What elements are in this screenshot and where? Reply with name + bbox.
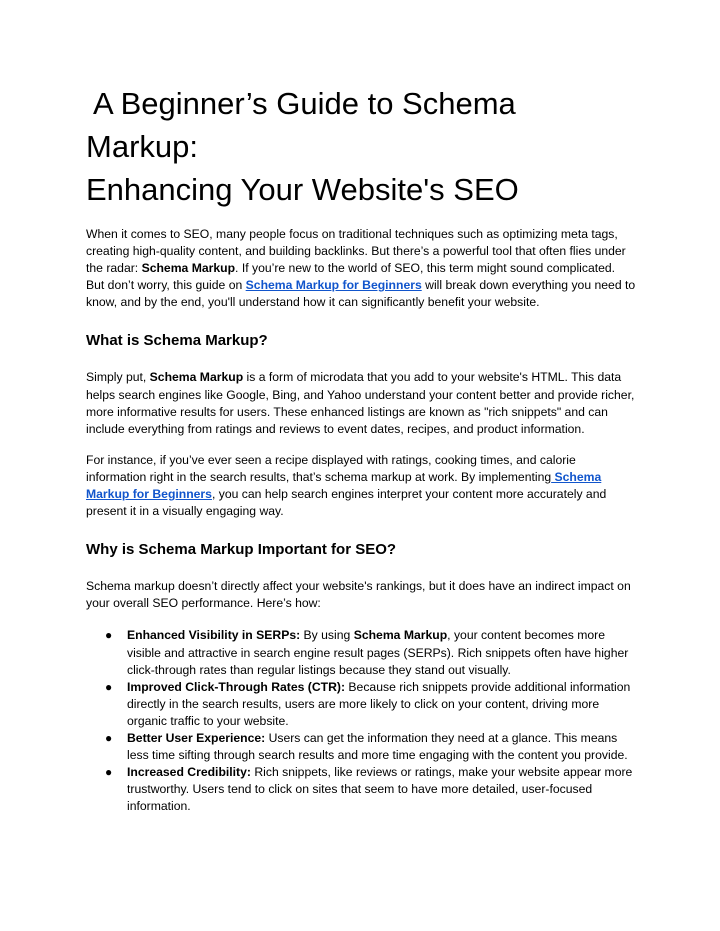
page-title-line1: A Beginner’s Guide to Schema Markup: [86,86,516,164]
what-p2-text-2: , you can help search engines interpret your content more accurately and present it in a visually engaging way. [86,487,607,519]
intro-text-1: When it comes to SEO, many people focus on traditional techniques such as optimizing meta tags, creating high-quality content, and building backlinks. But there’s a powerful tool that often flies under the radar: [86,227,626,276]
section-heading-why: Why is Schema Markup Important for SEO? [86,541,397,559]
schema-markup-beginners-link-2[interactable]: Schema Markup for Beginners [86,469,602,502]
intro-paragraph [86,226,636,311]
page-title-line2: Enhancing Your Website's SEO [86,172,519,207]
bullet-icon: ● [105,765,113,780]
why-paragraph: Schema markup doesn’t directly affect your website's rankings, but it does have an indirect impact on your overall SEO performance. Here’s how: [86,579,631,611]
list-item-text: Because rich snippets provide additional information directly in the search results, users are more likely to click on your content, driving more organic traffic to your website. [127,679,631,728]
list-item-label: Improved Click-Through Rates (CTR): [127,679,346,694]
document-page [86,82,636,815]
list-item-text: By using [300,628,354,643]
bullet-icon: ● [105,679,113,694]
list-item-text: Users can get the information they need at a glance. This means less time sifting through search results and more time engaging with the content you provide. [127,730,628,763]
bullet-icon: ● [105,628,113,643]
what-p1-text-1: Simply put, [86,370,150,385]
section-heading-what: What is Schema Markup? [86,332,268,350]
what-p1-text-2: is a form of microdata that you add to your website's HTML. This data helps search engines like Google, Bing, and Yahoo understand your content better and provide richer, more informative results for users. These enhanced listings are known as "rich snippets" and can include everything from ratings and reviews to event dates, recipes, and product information. [86,370,635,436]
intro-text-3: will break down everything you need to know, and by the end, you'll understand how it can significantly benefit your website. [86,278,636,310]
list-item [105,679,636,730]
list-item-text: Rich snippets, like reviews or ratings, make your website appear more trustworthy. Users tend to click on sites that seem to have more detailed, user-focused information. [127,765,633,814]
what-paragraph-2 [86,452,636,520]
schema-markup-beginners-link[interactable]: Schema Markup for Beginners [245,278,422,293]
list-item [105,764,636,815]
list-item-label: Enhanced Visibility in SERPs: [127,628,301,643]
list-item [105,730,636,764]
what-p1-bold-term: Schema Markup [149,370,244,385]
list-item-label: Better User Experience: [127,730,266,745]
intro-bold-term: Schema Markup [141,261,236,276]
benefits-list [86,627,636,815]
intro-text-2: . If you’re new to the world of SEO, this term might sound complicated. But don’t worry, this guide on [86,261,616,293]
what-p2-text-1: For instance, if you’ve ever seen a recipe displayed with ratings, cooking times, and calorie information right in the search results, that’s schema markup at work. By implementing [86,452,576,484]
list-item-bold-term: Schema Markup [353,628,448,643]
bullet-icon: ● [105,730,113,745]
list-item-text: , your content becomes more visible and attractive in search engine result pages (SERPs). Rich snippets often have higher click-through rates than regular listings because they stand out visually. [127,628,629,677]
what-paragraph-1 [86,369,636,437]
list-item-label: Increased Credibility: [127,765,251,780]
page-title [86,82,636,211]
list-item [105,627,636,678]
